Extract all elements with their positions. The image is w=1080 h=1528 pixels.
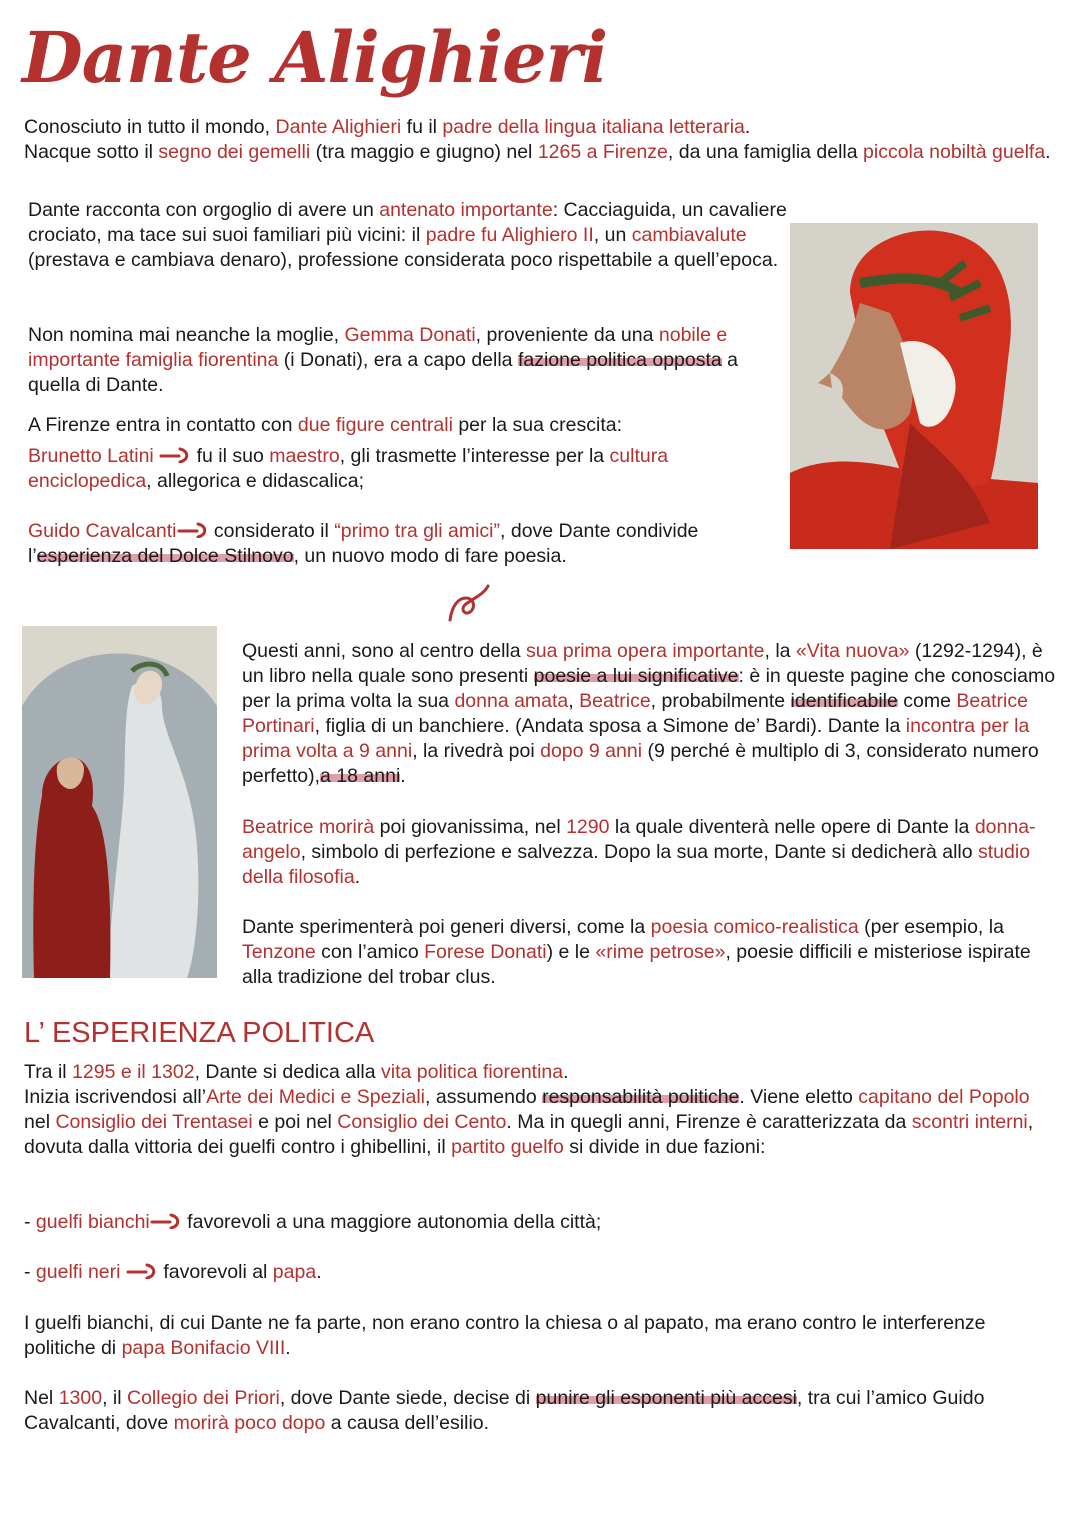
highlight-mark: a 18 anni (320, 765, 401, 787)
figures-intro: A Firenze entra in contatto con due figure centrali per la sua crescita: (28, 414, 622, 436)
wife-paragraph: Non nomina mai neanche la moglie, Gemma Donati, proveniente da una nobile e importante famiglia fiorentina (i Donati), era a capo della fazione politica opposta a quella di Dante. (28, 324, 739, 396)
dante-beatrice-engraving-image (22, 626, 217, 978)
bianchi-note-paragraph: I guelfi bianchi, di cui Dante ne fa parte, non erano contro la chiesa o al papato, ma erano contro le interferenze politiche di papa Bonifacio VIII. (24, 1312, 986, 1359)
highlight-mark: punire gli esponenti più accesi (535, 1387, 797, 1409)
highlight-mark: identificabile (790, 690, 898, 712)
arrow-icon (126, 1263, 158, 1279)
priori-paragraph: Nel 1300, il Collegio dei Priori, dove Dante siede, decise di punire gli esponenti più accesi, tra cui l’amico Guido Cavalcanti, dove morirà poco dopo a causa dell’esilio. (24, 1387, 985, 1434)
highlight-mark: fazione politica opposta (517, 349, 722, 371)
highlight-mark: esperienza del Dolce Stilnovo (36, 545, 294, 567)
arrow-icon (159, 447, 191, 463)
arrow-icon (177, 522, 209, 538)
politics-line-1: Tra il 1295 e il 1302, Dante si dedica alla vita politica fiorentina. (24, 1061, 569, 1083)
highlight-mark: poesie a lui significative (533, 665, 739, 687)
cavalcanti-item: Guido Cavalcanti considerato il “primo tra gli amici”, dove Dante condivide l’esperienza del Dolce Stilnovo, un nuovo modo di fare poesia. (28, 520, 699, 567)
highlight-mark: responsabilità politiche (542, 1086, 740, 1108)
faction-bianchi: - guelfi bianchi favorevoli a una maggiore autonomia della città; (24, 1211, 602, 1233)
swirl-ornament-icon (444, 584, 496, 624)
vita-nuova-paragraph: Questi anni, sono al centro della sua prima opera importante, la «Vita nuova» (1292-1294), è un libro nella quale sono presenti poesie a lui significative: è in queste pagine che conosciamo per la prima volta la sua donna amata, Beatrice, probabilmente identificabile come Beatrice Portinari, figlia di un banchiere. (Andata sposa a Simone de’ Bardi). Dante la incontra per la prima volta a 9 anni, la rivedrà poi dopo 9 anni (9 perché è multiplo di 3, considerato numero perfetto),a 18 anni. (242, 640, 1056, 787)
latini-item: Brunetto Latini fu il suo maestro, gli trasmette l’interesse per la cultura enciclopedica, allegorica e didascalica; (28, 445, 669, 492)
genres-paragraph: Dante sperimenterà poi generi diversi, come la poesia comico-realistica (per esempio, la Tenzone con l’amico Forese Donati) e le «rime petrose», poesie difficili e misteriose ispirate alla tradizione del trobar clus. (242, 916, 1031, 988)
arrow-icon (150, 1213, 182, 1229)
intro-sentence-1: Conosciuto in tutto il mondo, Dante Alighieri fu il padre della lingua italiana letteraria. (24, 116, 751, 138)
politics-paragraph (24, 1060, 1054, 1160)
dante-portrait-image (790, 223, 1038, 549)
family-paragraph: Dante racconta con orgoglio di avere un antenato importante: Cacciaguida, un cavaliere crociato, ma tace sui suoi familiari più vicini: il padre fu Alighiero II, un cambiavalute (prestava e cambiava denaro), professione considerata poco rispettabile a quell’epoca. (28, 199, 787, 271)
section-heading-politics: L’ ESPERIENZA POLITICA (24, 1017, 375, 1049)
intro-sentence-2: Nacque sotto il segno dei gemelli (tra maggio e giugno) nel 1265 a Firenze, da una famiglia della piccola nobiltà guelfa. (24, 141, 1051, 163)
intro-paragraph (24, 115, 1054, 165)
politics-line-2: Inizia iscrivendosi all’Arte dei Medici e Speziali, assumendo responsabilità politiche. Viene eletto capitano del Popolo nel Consiglio dei Trentasei e poi nel Consiglio dei Cento. Ma in quegli anni, Firenze è caratterizzata da scontri interni, dovuta dalla vittoria dei guelfi contro i ghibellini, il partito guelfo si divide in due fazioni: (24, 1086, 1034, 1158)
beatrice-paragraph: Beatrice morirà poi giovanissima, nel 1290 la quale diventerà nelle opere di Dante la donna-angelo, simbolo di perfezione e salvezza. Dopo la sua morte, Dante si dedicherà allo studio della filosofia. (242, 816, 1036, 888)
faction-neri: - guelfi neri favorevoli al papa. (24, 1261, 322, 1283)
page-title: Dante Alighieri (22, 16, 608, 99)
